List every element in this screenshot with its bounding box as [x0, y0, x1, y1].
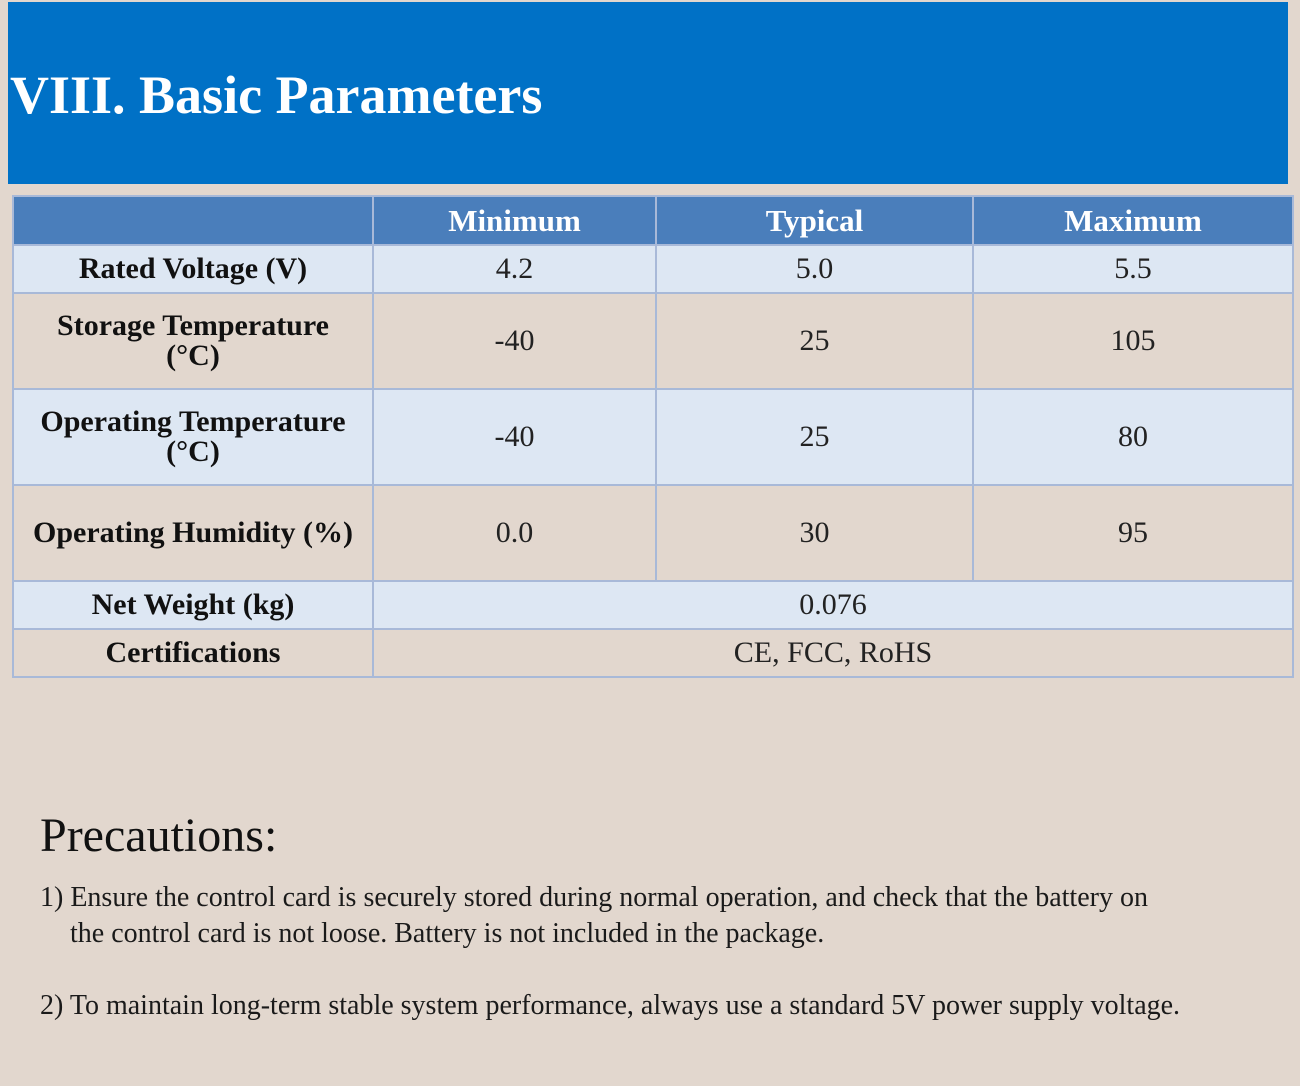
- column-header-maximum: Maximum: [973, 196, 1293, 245]
- cell-maximum: 5.5: [973, 245, 1293, 293]
- row-label: Net Weight (kg): [13, 581, 373, 629]
- row-label-line2: (°C): [166, 435, 220, 468]
- row-label-line1: Operating Temperature: [40, 405, 346, 438]
- row-label-line1: Storage Temperature: [57, 309, 329, 342]
- row-label: [13, 389, 373, 485]
- page-title: VIII. Basic Parameters: [10, 65, 543, 125]
- row-label: Certifications: [13, 629, 373, 677]
- cell-maximum: 105: [973, 293, 1293, 389]
- cell-minimum: 4.2: [373, 245, 656, 293]
- table-row: [13, 293, 1293, 389]
- cell-typical: 30: [656, 485, 973, 581]
- table-row: [13, 485, 1293, 581]
- precaution-item: 1) Ensure the control card is securely stored during normal operation, and check that the battery on the control card is not loose. Battery is not included in the package.: [40, 882, 1148, 949]
- column-header-empty: [13, 196, 373, 245]
- table-row: [13, 245, 1293, 293]
- cell-minimum: 0.0: [373, 485, 656, 581]
- cell-minimum: -40: [373, 389, 656, 485]
- row-label: Rated Voltage (V): [13, 245, 373, 293]
- cell-typical: 25: [656, 293, 973, 389]
- table-row: [13, 581, 1293, 629]
- cell-minimum: -40: [373, 293, 656, 389]
- cell-merged-value: CE, FCC, RoHS: [373, 629, 1293, 677]
- column-header-typical: Typical: [656, 196, 973, 245]
- row-label: [13, 293, 373, 389]
- table-header-row: [13, 196, 1293, 245]
- row-label-line2: (°C): [166, 339, 220, 372]
- cell-merged-value: 0.076: [373, 581, 1293, 629]
- cell-typical: 5.0: [656, 245, 973, 293]
- precaution-item: 2) To maintain long-term stable system performance, always use a standard 5V power supply voltage.: [40, 990, 1181, 1021]
- parameters-table: [12, 195, 1294, 678]
- cell-maximum: 80: [973, 389, 1293, 485]
- table-row: [13, 389, 1293, 485]
- cell-maximum: 95: [973, 485, 1293, 581]
- column-header-minimum: Minimum: [373, 196, 656, 245]
- row-label: Operating Humidity (%): [13, 485, 373, 581]
- precautions-heading: Precautions:: [40, 809, 278, 862]
- cell-typical: 25: [656, 389, 973, 485]
- table-row: [13, 629, 1293, 677]
